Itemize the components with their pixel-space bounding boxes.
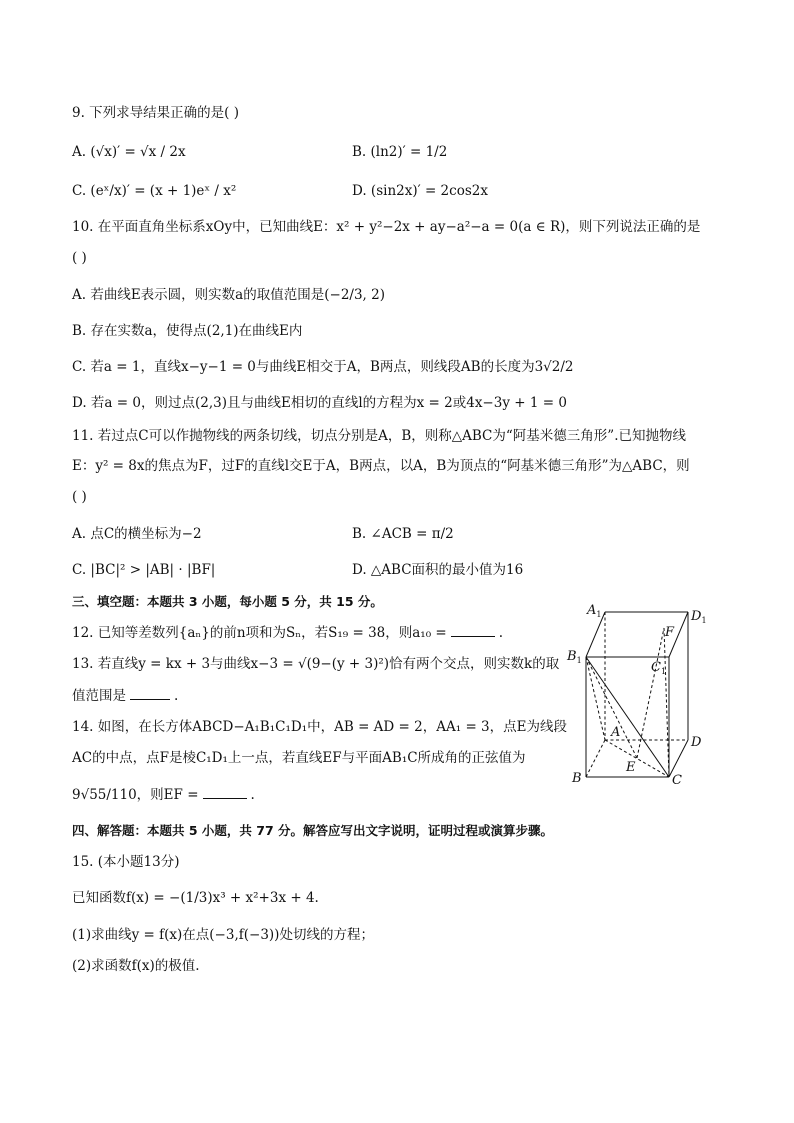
segment-a-c — [605, 740, 669, 777]
q10-option-c: C. 若a = 1，直线x−y−1 = 0与曲线E相交于A，B两点，则线段AB的长度为3√2/2 — [72, 359, 574, 375]
label-d: D — [691, 735, 702, 750]
cuboid-figure — [566, 600, 716, 792]
q15-function: 已知函数f(x) = −(1/3)x³ + x²+3x + 4. — [72, 890, 319, 906]
section-4-heading: 四、解答题：本题共 5 小题，共 77 分。解答应写出文字说明，证明过程或演算步骤。 — [72, 823, 554, 838]
label-b1: $B_1$ — [567, 649, 582, 665]
q15-part-1: (1)求曲线y = f(x)在点(−3,f(−3))处切线的方程； — [72, 927, 374, 943]
segment-f-c — [664, 628, 669, 777]
q11-option-a: A. 点C的横坐标为−2 — [72, 526, 202, 542]
label-e: E — [626, 760, 636, 775]
segment-b1-a — [586, 657, 605, 740]
q10-option-b: B. 存在实数a，使得点(2,1)在曲线E内 — [72, 323, 303, 339]
label-c: C — [672, 773, 682, 788]
q9-option-b: B. (ln2)′ = 1/2 — [352, 144, 448, 160]
segment-b1-e — [586, 657, 637, 758]
q14-line-3 — [72, 786, 255, 804]
q11-paren: ( ) — [72, 489, 87, 505]
q13-text: 值范围是 — [72, 688, 126, 704]
edge-c-d — [669, 740, 688, 777]
q14-text: 9√55/110，则EF = — [72, 787, 199, 803]
q13-stem: 13. 若直线y = kx + 3与曲线x−3 = √(9−(y + 3)²)恰有两个交点，则实数k的取 — [72, 656, 560, 672]
section-3-heading: 三、填空题：本题共 3 小题，每小题 5 分，共 15 分。 — [72, 594, 383, 609]
q14-blank — [203, 786, 247, 799]
q13-blank — [130, 687, 170, 700]
q9-option-d: D. (sin2x)′ = 2cos2x — [352, 183, 488, 199]
q13-period: . — [174, 688, 179, 704]
label-d1: $D_1$ — [691, 609, 707, 625]
q10-option-a: A. 若曲线E表示圆，则实数a的取值范围是(−2/3, 2) — [72, 287, 385, 303]
q12-blank — [451, 624, 495, 637]
q11-option-b: B. ∠ACB = π/2 — [352, 526, 454, 542]
label-a: A — [611, 725, 621, 740]
q10-stem: 10. 在平面直角坐标系xOy中，已知曲线E：x² + y²−2x + ay−a²−a = 0(a ∈ R)，则下列说法正确的是 — [72, 219, 701, 235]
label-b: B — [572, 771, 582, 786]
q14-stem-2: AC的中点，点F是棱C₁D₁上一点，若直线EF与平面AB₁C所成角的正弦值为 — [72, 750, 526, 766]
q14-period: . — [250, 787, 255, 803]
edge-a-b — [586, 740, 605, 777]
q12-line — [72, 624, 503, 642]
q15-part-2: (2)求函数f(x)的极值. — [72, 958, 200, 974]
q9-option-c: C. (eˣ/x)′ = (x + 1)eˣ / x² — [72, 183, 237, 199]
label-f: F — [665, 625, 675, 640]
segment-b1-c — [586, 657, 669, 777]
label-c1: $C_1$ — [651, 660, 667, 676]
q13-line-2 — [72, 687, 178, 705]
label-a1: $A_1$ — [587, 603, 602, 619]
q11-stem: 11. 若过点C可以作抛物线的两条切线，切点分别是A，B，则称△ABC为“阿基米德三角形”.已知抛物线 — [72, 428, 686, 444]
segment-e-f — [637, 628, 667, 758]
q9-stem: 9. 下列求导结果正确的是( ) — [72, 105, 239, 121]
q11-stem-2: E：y² = 8x的焦点为F，过F的直线l交E于A，B两点，以A，B为顶点的“阿基米德三角形”为△ABC，则 — [72, 458, 690, 474]
q14-stem: 14. 如图，在长方体ABCD−A₁B₁C₁D₁中，AB = AD = 2，AA₁ = 3，点E为线段 — [72, 719, 567, 735]
q10-paren: ( ) — [72, 250, 87, 266]
q11-option-c: C. |BC|² > |AB| · |BF| — [72, 562, 216, 578]
q15-header: 15. (本小题13分) — [72, 854, 180, 870]
q12-text: 12. 已知等差数列{aₙ}的前n项和为Sₙ，若S₁₉ = 38，则a₁₀ = — [72, 625, 447, 641]
q10-option-d: D. 若a = 0，则过点(2,3)且与曲线E相切的直线l的方程为x = 2或4x−3y + 1 = 0 — [72, 395, 567, 411]
q12-period: . — [498, 625, 504, 641]
q11-option-d: D. △ABC面积的最小值为16 — [352, 562, 524, 578]
q9-option-a: A. (√x)′ = √x / 2x — [72, 144, 186, 160]
